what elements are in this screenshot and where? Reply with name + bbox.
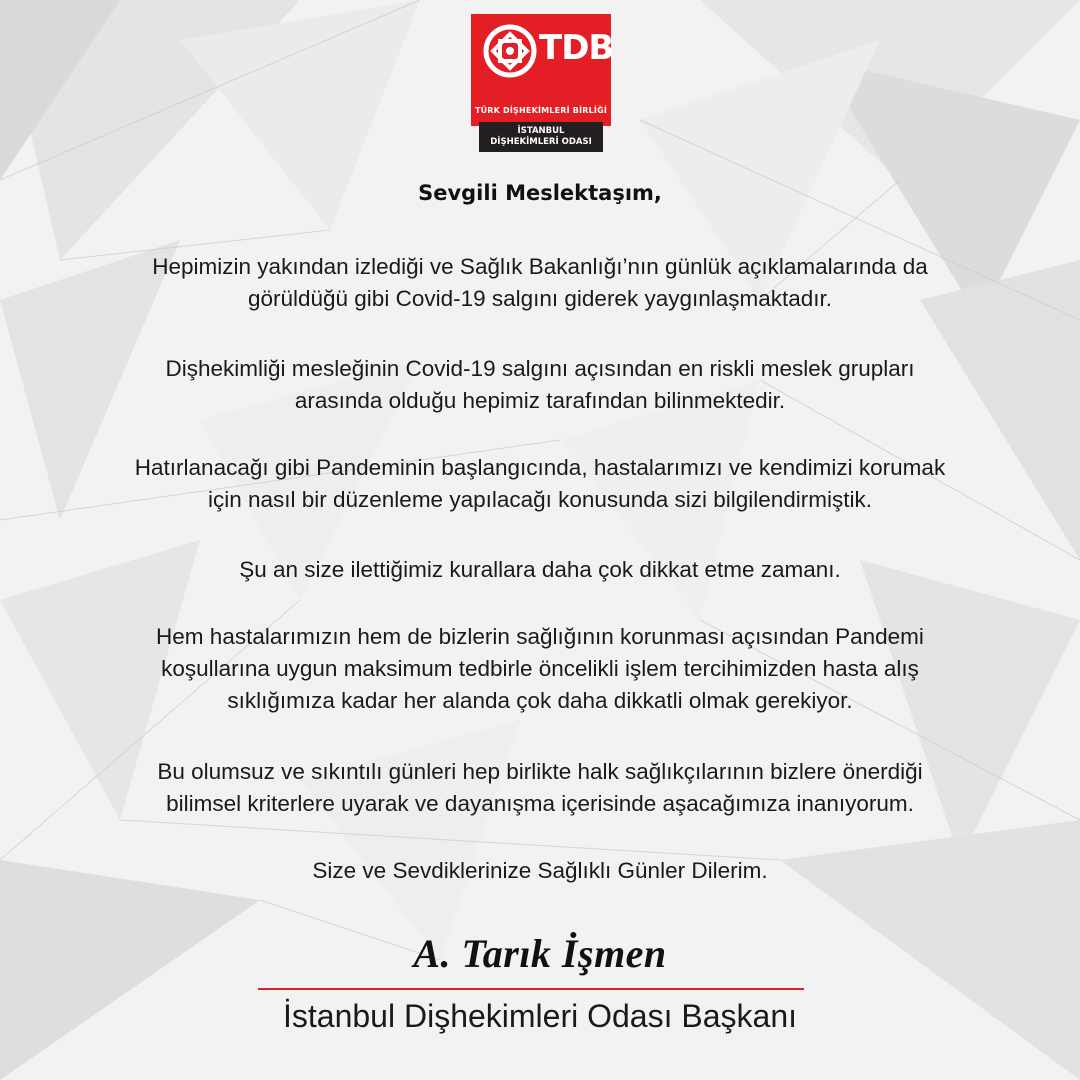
paragraph-line: arasında olduğu hepimiz tarafından bilinmektedir. xyxy=(294,388,786,413)
knot-emblem-icon xyxy=(481,22,539,80)
paragraph-line: sıklığımıza kadar her alanda çok daha dikkatli olmak gerekiyor. xyxy=(227,688,853,713)
paragraph-4 xyxy=(40,554,1040,586)
paragraph-3 xyxy=(40,452,1040,516)
paragraph-line: Dişhekimliği mesleğinin Covid-19 salgını açısından en riskli meslek grupları xyxy=(165,356,915,381)
paragraph-line: Hem hastalarımızın hem de bizlerin sağlığının korunması açısından Pandemi xyxy=(156,624,924,649)
paragraph-line: Bu olumsuz ve sıkıntılı günleri hep birlikte halk sağlıkçılarının bizlere önerdiği xyxy=(157,759,923,784)
logo-chamber-block xyxy=(479,122,603,152)
logo-red-block xyxy=(471,14,614,126)
letter-greeting: Sevgili Meslektaşım, xyxy=(418,181,662,205)
paragraph-line: Hepimizin yakından izlediği ve Sağlık Bakanlığı’nın günlük açıklamalarında da xyxy=(152,254,928,279)
logo-chamber-line2: DİŞHEKİMLERİ ODASI xyxy=(490,137,592,147)
paragraph-line: koşullarına uygun maksimum tedbirle öncelikli işlem tercihimizden hasta alış xyxy=(161,656,919,681)
signature-divider xyxy=(258,988,804,990)
paragraph-line: bilimsel kriterlere uyarak ve dayanışma içerisinde aşacağımıza inanıyorum. xyxy=(166,791,914,816)
paragraph-line: Hatırlanacağı gibi Pandeminin başlangıcında, hastalarımızı ve kendimizi korumak xyxy=(134,455,946,480)
paragraph-2 xyxy=(40,353,1040,417)
logo-subtitle: TÜRK DİŞHEKİMLERİ BİRLİĞİ xyxy=(474,106,608,115)
tdb-logo xyxy=(471,14,614,147)
paragraph-5 xyxy=(40,621,1040,717)
paragraph-7 xyxy=(40,855,1040,887)
logo-brand-text: TDB xyxy=(539,28,614,68)
signature-title: İstanbul Dişhekimleri Odası Başkanı xyxy=(283,998,797,1034)
logo-chamber-line1: İSTANBUL xyxy=(517,126,565,136)
paragraph-6 xyxy=(40,756,1040,820)
paragraph-line: Şu an size ilettiğimiz kurallara daha çok dikkat etme zamanı. xyxy=(239,557,841,582)
paragraph-line: Size ve Sevdiklerinize Sağlıklı Günler Dilerim. xyxy=(312,858,768,883)
paragraph-1 xyxy=(40,251,1040,315)
paragraph-line: görüldüğü gibi Covid-19 salgını giderek yaygınlaşmaktadır. xyxy=(247,286,833,311)
signature-name: A. Tarık İşmen xyxy=(413,931,667,976)
paragraph-line: için nasıl bir düzenleme yapılacağı konusunda sizi bilgilendirmiştik. xyxy=(207,487,873,512)
